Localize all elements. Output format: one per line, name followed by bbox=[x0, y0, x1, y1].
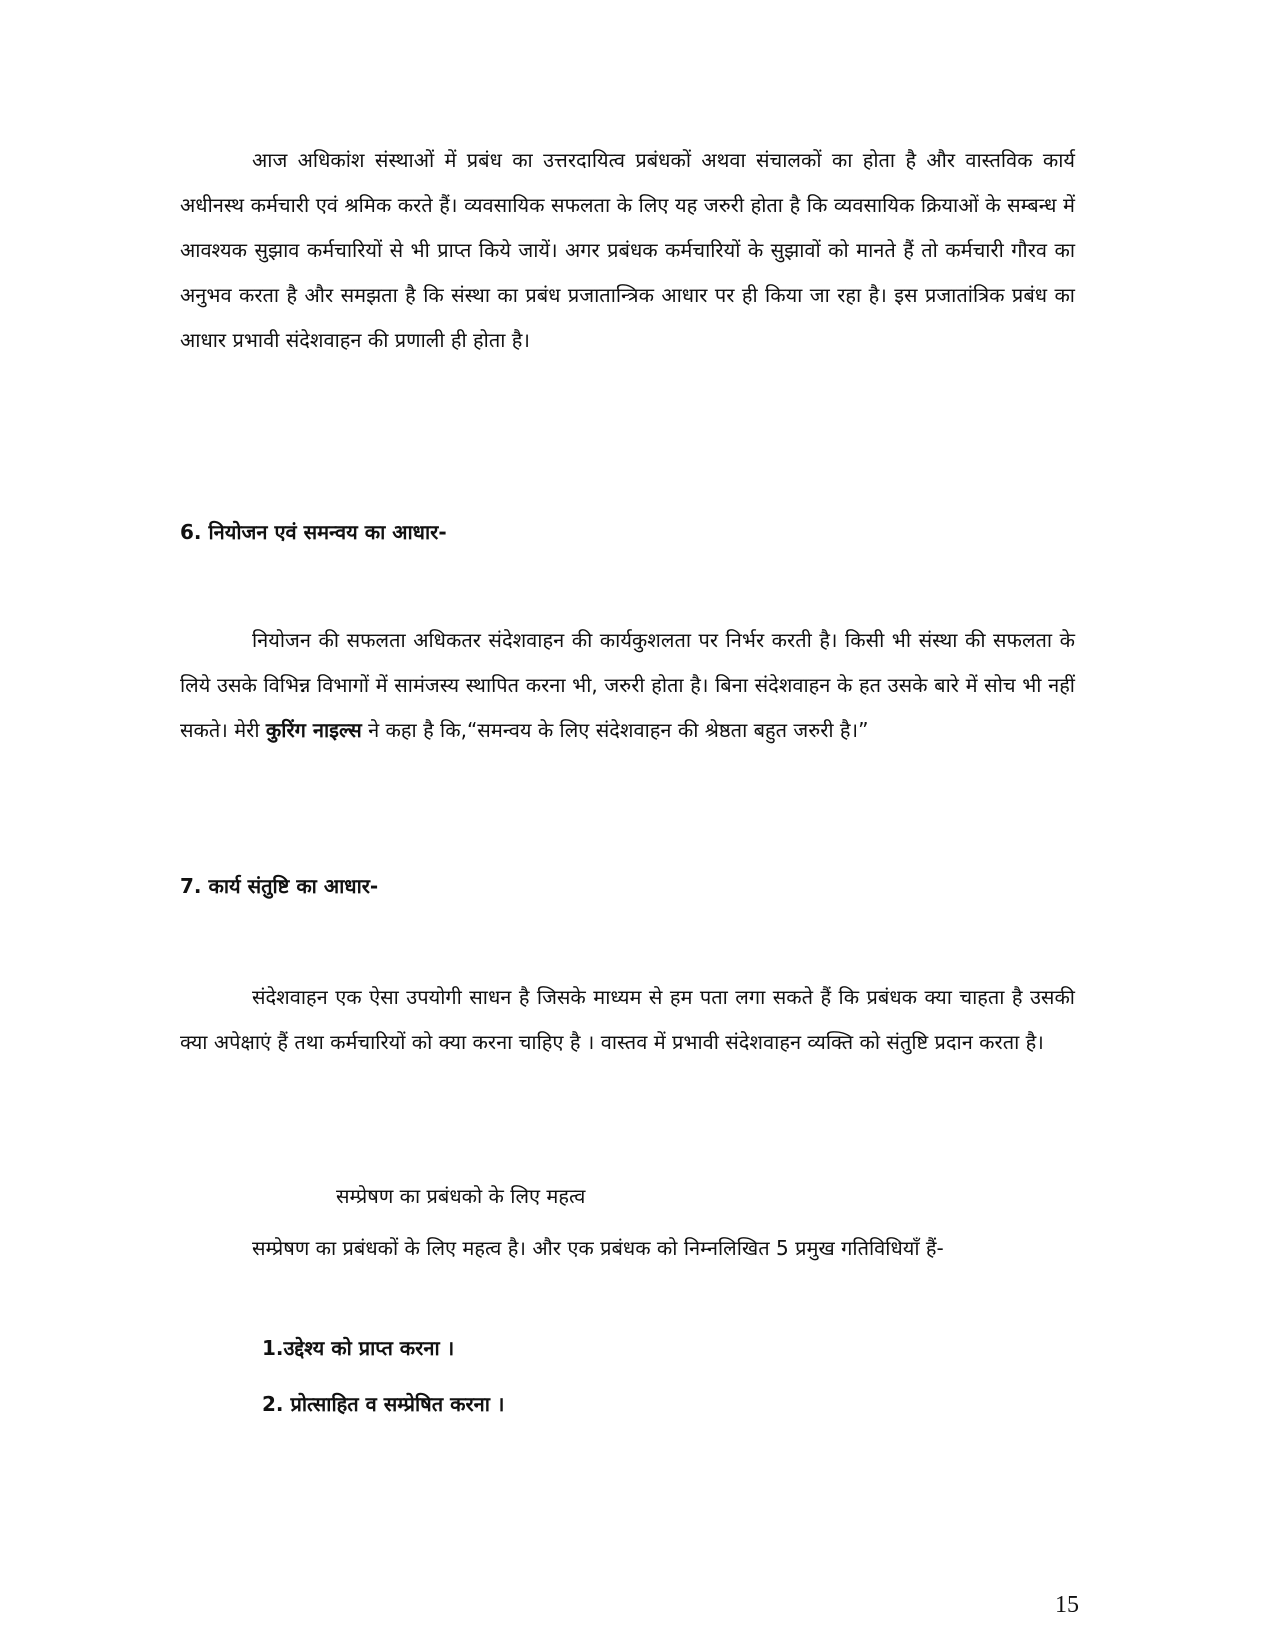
paragraph-quote: ने कहा है कि,“समन्वय के लिए संदेशवाहन की श्रेष्ठता बहुत जरुरी है।” bbox=[368, 718, 869, 742]
heading-job-satisfaction: 7. कार्य संतुष्टि का आधार- bbox=[180, 874, 379, 898]
paragraph-importance: सम्प्रेषण का प्रबंधकों के लिए महत्व है। और एक प्रबंधक को निम्नलिखित 5 प्रमुख गतिविधियाँ हैं- bbox=[252, 1236, 944, 1260]
list-item-objective: 1.उद्देश्य को प्राप्त करना । bbox=[262, 1336, 455, 1360]
section-subtitle: सम्प्रेषण का प्रबंधको के लिए महत्व bbox=[336, 1184, 586, 1208]
paragraph-planning-coordination bbox=[180, 618, 1075, 753]
paragraph-job-satisfaction: संदेशवाहन एक ऐसा उपयोगी साधन है जिसके माध्यम से हम पता लगा सकते हैं कि प्रबंधक क्या चाहता है उसकी क्या अपेक्षाएं हैं तथा कर्मचारियों को क्या करना चाहिए है । वास्तव में प्रभावी संदेशवाहन व्यक्ति को संतुष्टि प्रदान करता है। bbox=[180, 985, 1075, 1054]
page-number: 15 bbox=[1055, 1592, 1079, 1618]
paragraph-democratic-management: आज अधिकांश संस्थाओं में प्रबंध का उत्तरदायित्व प्रबंधकों अथवा संचालकों का होता है और वास्तविक कार्य अधीनस्थ कर्मचारी एवं श्रमिक करते हैं। व्यवसायिक सफलता के लिए यह जरुरी होता है कि व्यवसायिक क्रियाओं के सम्बन्ध में आवश्यक सुझाव कर्मचारियों से भी प्राप्त किये जायें। अगर प्रबंधक कर्मचारियों के सुझावों को मानते हैं तो कर्मचारी गौरव का अनुभव करता है और समझता है कि संस्था का प्रबंध प्रजातान्त्रिक आधार पर ही किया जा रहा है। इस प्रजातांत्रिक प्रबंध का आधार प्रभावी संदेशवाहन की प्रणाली ही होता है। bbox=[180, 148, 1075, 352]
author-name: कुरिंग नाइल्स bbox=[265, 718, 362, 742]
list-item-motivate: 2. प्रोत्साहित व सम्प्रेषित करना । bbox=[262, 1392, 505, 1416]
paragraph-text-start: नियोजन की सफलता अधिकतर संदेशवाहन की कार्यकुशलता पर निर्भर करती है। किसी भी संस्था की सफलता के लिये उसके विभिन्न विभागों में सामंजस्य स्थापित करना भी, जरुरी होता है। बिना संदेशवाहन के हत उसके बारे में सोच भी नहीं सकते। मेरी bbox=[180, 628, 1075, 742]
heading-planning-coordination: 6. नियोजन एवं समन्वय का आधार- bbox=[180, 520, 447, 544]
